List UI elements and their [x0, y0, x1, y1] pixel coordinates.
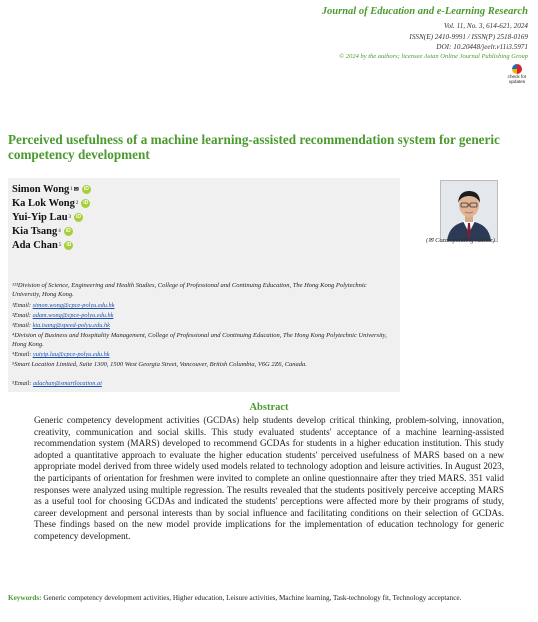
email-4 [12, 351, 110, 358]
author-name: Simon Wong [12, 184, 70, 195]
keywords-label: Keywords: [8, 594, 42, 602]
author-sup: 3 [68, 215, 72, 220]
author-1 [12, 184, 91, 195]
author-portrait [440, 180, 498, 242]
email-prefix: ³Email: [12, 322, 33, 329]
email-link[interactable]: yuiyip.lau@cpce-polyu.edu.hk [32, 351, 110, 358]
author-sup: 1 [70, 187, 73, 192]
orcid-icon[interactable]: iD [76, 214, 82, 220]
email-5 [12, 380, 102, 387]
abstract-heading: Abstract [249, 402, 289, 413]
email-prefix: ²Email: [12, 312, 33, 319]
corresponding-author-label: (✉ Corresponding Author) [426, 237, 495, 244]
check-updates-label: check for updates [507, 74, 527, 84]
orcid-icon[interactable]: iD [83, 186, 89, 192]
email-link[interactable]: kia.tsang@speed-polyu.edu.hk [32, 322, 110, 329]
keywords [8, 594, 530, 603]
author-4 [12, 226, 73, 237]
author-sup: 4 [58, 229, 61, 234]
author-name: Yui-Yip Lau [12, 212, 68, 223]
check-for-updates-badge[interactable] [506, 64, 528, 84]
paper-title: Perceived usefulness of a machine learning-assisted recommendation system for generic competency development [8, 132, 500, 162]
author-5 [12, 240, 73, 251]
orcid-icon[interactable]: iD [65, 228, 71, 234]
email-2 [12, 312, 113, 319]
journal-title[interactable]: Journal of Education and e-Learning Research [321, 6, 528, 17]
issn-info: ISSN(E) 2410-9991 / ISSN(P) 2518-0169 [409, 33, 528, 41]
email-link[interactable]: adam.wong@cpce-polyu.edu.hk [32, 312, 114, 319]
email-link[interactable]: adachan@smartlocation.ai [32, 380, 102, 387]
orcid-icon[interactable]: iD [66, 242, 72, 248]
keywords-text: Generic competency development activities, Higher education, Leisure activities, Machine learning, Task-technology fit, Technology acceptance. [41, 594, 462, 602]
author-sup: 5 [58, 243, 62, 248]
author-name: Ka Lok Wong [12, 198, 75, 209]
affiliation-3: ⁵Smart Location Limited, Suite 1300, 1500 West Georgia Street, Vancouver, British Columbia, V6G 2Z6, Canada. [12, 361, 307, 368]
mail-icon: ✉ [73, 187, 79, 193]
license-info: © 2024 by the authors; licensee Asian Online Journal Publishing Group [339, 53, 528, 60]
email-prefix: ¹Email: [12, 302, 33, 309]
orcid-icon[interactable]: iD [83, 200, 89, 206]
portrait-illustration [441, 181, 497, 241]
email-3 [12, 322, 110, 329]
volume-info: Vol. 11, No. 3, 614-621, 2024 [443, 22, 528, 30]
author-2 [12, 198, 90, 209]
doi-info[interactable]: DOI: 10.20448/jeelr.v11i3.5971 [436, 43, 528, 51]
email-link[interactable]: simon.wong@cpce-polyu.edu.hk [32, 302, 115, 309]
affiliation-1: ¹²³Division of Science, Engineering and Health Studies, College of Professional and Continuing Education, The Hong Kong Polytechnic University, Hong Kong. [12, 282, 367, 298]
author-name: Kia Tsang [12, 226, 58, 237]
author-sup: 2 [75, 201, 79, 206]
email-prefix: ⁴Email: [12, 351, 33, 358]
affiliation-2: ⁴Division of Business and Hospitality Management, College of Professional and Continuing Education, The Hong Kong Polytechnic University, Hong Kong. [12, 332, 387, 348]
email-1 [12, 302, 114, 309]
check-updates-icon [512, 64, 522, 74]
author-3 [12, 212, 83, 223]
email-prefix: ⁵Email: [12, 380, 33, 387]
author-name: Ada Chan [12, 240, 58, 251]
abstract-body: Generic competency development activities (GCDAs) help students develop critical thinking, problem-solving, innovation, creativity, communication and social skills. This study evaluated students' acceptance of a machine learning-assisted recommendation system (MARS) developed to recommend GCDAs for students in a higher education institution. This study adopted a quantitative approach to evaluate the higher education students' perceived usefulness of MARS based on a new appropriate model derived from three widely used models related to technology adoption and leisure activities. In August 2023, the participants of orientation for freshmen were invited to complete an online questionnaire after they tried MARS. 351 valid responses were analyzed using multiple regression. The results revealed that the students positively perceive accepting MARS as a useful tool for choosing GCDAs and indicated the students' perceptions were affected more by their programs of study, career development and personal interests than by social influence and facilitating conditions on their selection of GCDAs. These findings based on the new model provide implications for the implementation of education technology for generic competency development. [34, 415, 504, 541]
